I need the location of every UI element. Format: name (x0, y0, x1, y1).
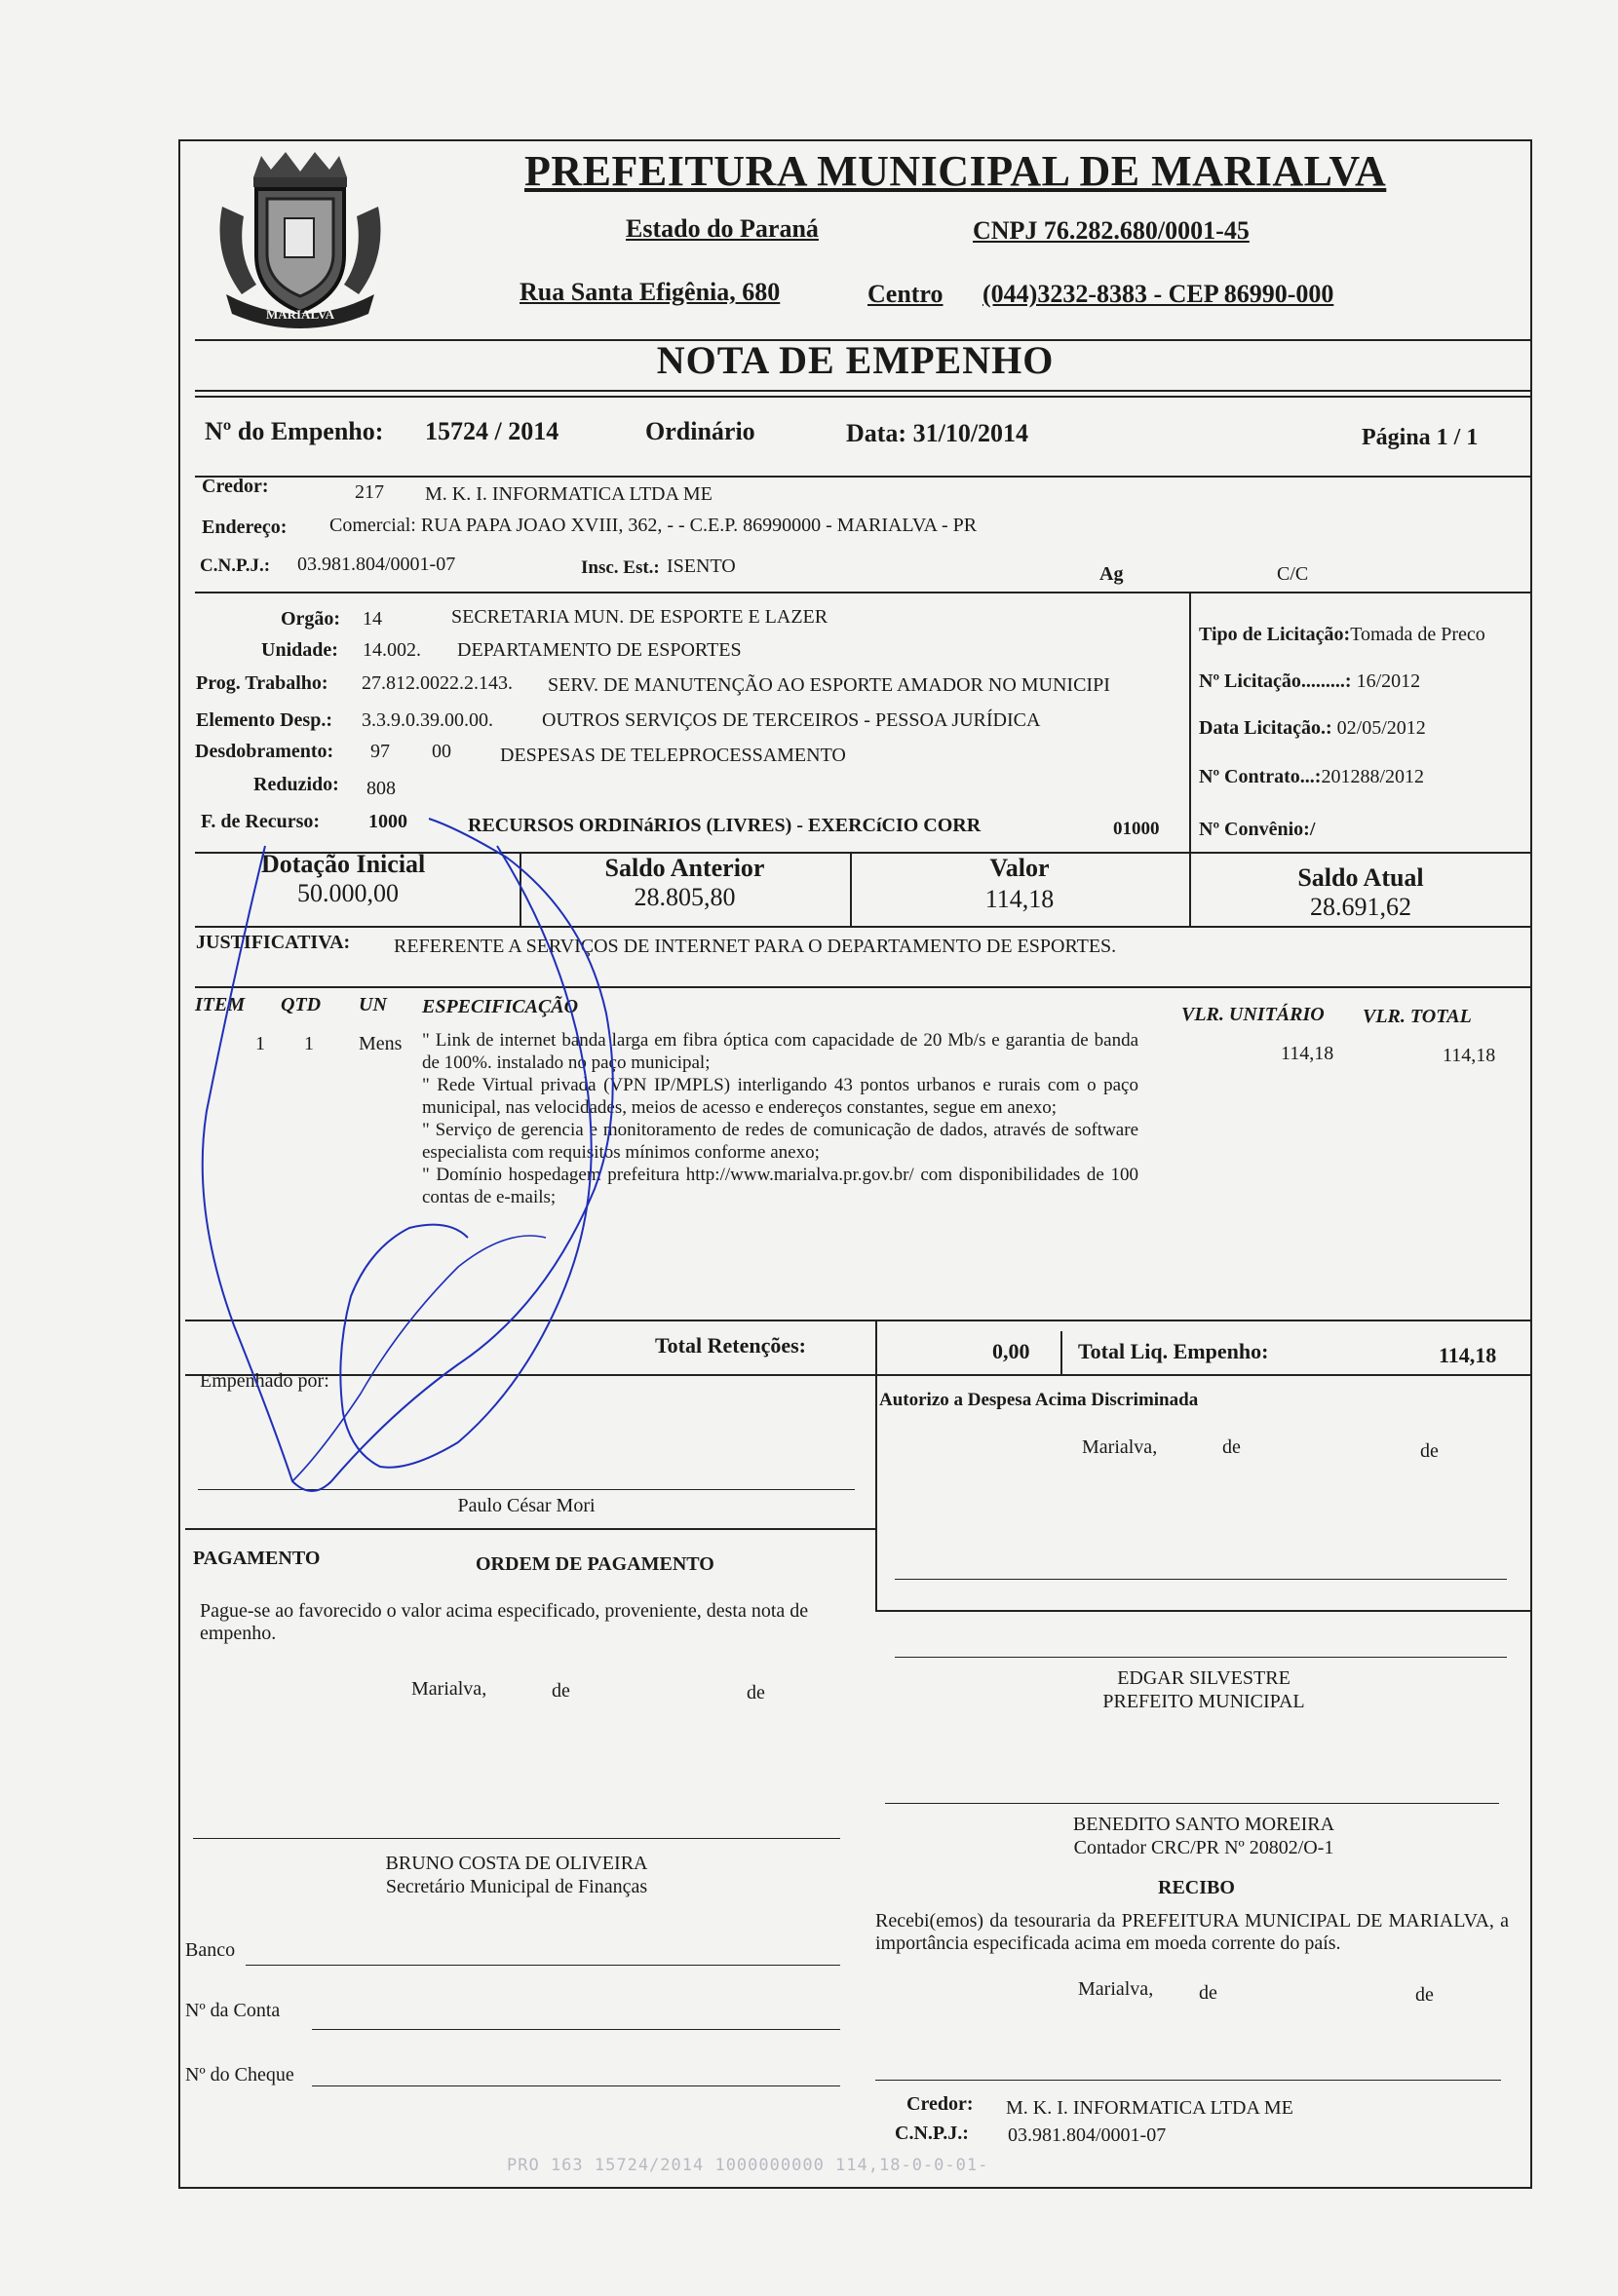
secretario-role: Secretário Municipal de Finanças (385, 1876, 648, 1897)
divider (875, 1320, 877, 1612)
account-label: C/C (1277, 563, 1309, 585)
conta-field-line (312, 2029, 840, 2030)
prog-code: 27.812.0022.2.143. (362, 672, 513, 694)
licitacao-tipo: Tipo de Licitação:Tomada de Preco (1199, 624, 1485, 645)
creditor-name: M. K. I. INFORMATICA LTDA ME (425, 483, 713, 505)
empenho-date: Data: 31/10/2014 (846, 419, 1029, 447)
spec-line: " Serviço de gerencia e monitoramento de redes de comunicação de dados, através de software especialista com requisitos mínimos conforme anexo; (422, 1120, 1138, 1163)
footer-cnpj-value: 03.981.804/0001-07 (1008, 2124, 1167, 2146)
banco-label: Banco (185, 1939, 236, 1961)
unidade-label: Unidade: (261, 639, 338, 661)
dotacao-value: 50.000,00 (297, 879, 399, 907)
licitacao-numero-value: 16/2012 (1351, 670, 1421, 692)
contrato-value: 201288/2012 (1321, 766, 1425, 787)
contador-role: Contador CRC/PR Nº 20802/O-1 (1073, 1837, 1334, 1858)
recibo-city: Marialva, (1078, 1978, 1154, 2000)
contador-signature (875, 1813, 1532, 1859)
elemento-code: 3.3.9.0.39.00.00. (362, 709, 493, 731)
signature-line (193, 1838, 840, 1839)
col-qtd: QTD (281, 994, 322, 1015)
footer-cnpj-label: C.N.P.J.: (895, 2123, 969, 2144)
prog-name: SERV. DE MANUTENÇÃO AO ESPORTE AMADOR NO MUNICIPI (548, 674, 1110, 696)
pagamento-de-1: de (552, 1680, 570, 1702)
reduzido-value: 808 (366, 778, 396, 799)
autorizo-de-1: de (1222, 1436, 1241, 1458)
autorizo-city: Marialva, (1082, 1436, 1158, 1458)
divider (195, 926, 1532, 928)
divider (185, 1320, 1532, 1321)
col-vlr-total: VLR. TOTAL (1363, 1006, 1472, 1027)
creditor-cnpj: 03.981.804/0001-07 (297, 554, 456, 575)
divider (195, 476, 1532, 478)
footer-credor-label: Credor: (906, 2093, 974, 2115)
prefeito-role: PREFEITO MUNICIPAL (1102, 1691, 1305, 1712)
state-name: Estado do Paraná (626, 214, 819, 243)
insc-value: ISENTO (667, 555, 736, 577)
protocol-stamp: PRO 163 15724/2014 1000000000 114,18-0-0-01- (507, 2156, 989, 2175)
pagamento-de-2: de (747, 1682, 765, 1703)
total-liquido-label: Total Liq. Empenho: (1078, 1339, 1269, 1363)
saldo-anterior-value: 28.805,80 (634, 883, 736, 911)
col-especificacao: ESPECIFICAÇÃO (422, 996, 579, 1017)
prog-label: Prog. Trabalho: (196, 672, 328, 694)
desdobramento-code-a: 97 (370, 741, 390, 762)
municipality-cnpj: CNPJ 76.282.680/0001-45 (973, 216, 1250, 245)
creditor-address: Comercial: RUA PAPA JOAO XVIII, 362, - - C.E.P. 86990000 - MARIALVA - PR (329, 515, 978, 536)
item-qtd: 1 (304, 1033, 314, 1054)
item-vlr-unitario: 114,18 (1281, 1043, 1334, 1064)
licitacao-data (1199, 717, 1426, 740)
recurso-code: 1000 (368, 811, 407, 832)
document-title: NOTA DE EMPENHO (656, 338, 1055, 382)
unidade-name: DEPARTAMENTO DE ESPORTES (457, 639, 742, 661)
recurso-name: RECURSOS ORDINáRIOS (LIVRES) - EXERCíCIO CORR (468, 815, 982, 836)
desdobramento-code-b: 00 (432, 741, 451, 762)
ordem-pagamento-title: ORDEM DE PAGAMENTO (476, 1553, 714, 1575)
signature-line (198, 1489, 855, 1490)
saldo-atual-label: Saldo Atual (1297, 863, 1424, 892)
justificativa-text: REFERENTE A SERVIÇOS DE INTERNET PARA O DEPARTAMENTO DE ESPORTES. (394, 936, 1117, 957)
item-vlr-total: 114,18 (1443, 1045, 1496, 1066)
col-vlr-unitario: VLR. UNITÁRIO (1181, 1004, 1325, 1025)
empenho-number: 15724 / 2014 (425, 417, 559, 445)
empenho-label: Nº do Empenho: (205, 417, 384, 445)
insc-label: Insc. Est.: (581, 557, 660, 578)
divider (195, 396, 1532, 398)
licitacao-numero-label: Nº Licitação.........: (1199, 670, 1352, 692)
pagamento-city: Marialva, (411, 1678, 487, 1700)
signature-line (875, 2080, 1501, 2081)
recibo-text: Recebi(emos) da tesouraria da PREFEITURA MUNICIPAL DE MARIALVA, a importância especificada acima em moeda corrente do país. (875, 1910, 1509, 1954)
elemento-name: OUTROS SERVIÇOS DE TERCEIROS - PESSOA JURÍDICA (542, 709, 1041, 731)
signature-line (895, 1579, 1507, 1580)
orgao-label: Orgão: (281, 608, 341, 630)
pagamento-text: Pague-se ao favorecido o valor acima especificado, proveniente, desta nota de empenho. (200, 1600, 809, 1644)
divider (195, 592, 1532, 593)
licitacao-data-label: Data Licitação.: (1199, 717, 1332, 739)
secretario-name: BRUNO COSTA DE OLIVEIRA (385, 1853, 648, 1874)
autorizo-label: Autorizo a Despesa Acima Discriminada (879, 1390, 1199, 1410)
divider (185, 1374, 1532, 1376)
cheque-label: Nº do Cheque (185, 2064, 294, 2086)
col-item: ITEM (195, 994, 246, 1015)
valor-label: Valor (989, 854, 1050, 882)
dotacao-label: Dotação Inicial (261, 850, 426, 878)
contrato (1199, 766, 1424, 788)
prefeito-signature (875, 1666, 1532, 1713)
district: Centro (867, 280, 944, 308)
elemento-label: Elemento Desp.: (196, 709, 332, 731)
saldo-anterior-label: Saldo Anterior (604, 854, 765, 882)
divider (195, 390, 1532, 392)
municipality-title: PREFEITURA MUNICIPAL DE MARIALVA (524, 147, 1387, 195)
divider (185, 1528, 875, 1530)
pagamento-label: PAGAMENTO (193, 1548, 321, 1569)
recibo-de-1: de (1199, 1982, 1217, 2004)
item-number: 1 (255, 1033, 265, 1054)
municipal-crest-icon (203, 148, 398, 339)
page-number: Página 1 / 1 (1362, 425, 1479, 450)
total-liquido-value: 114,18 (1439, 1343, 1497, 1367)
address-label: Endereço: (202, 517, 288, 538)
empenhado-por-label: Empenhado por: (200, 1370, 329, 1392)
item-especificacao (422, 1029, 1138, 1208)
spec-line: " Link de internet banda larga em fibra óptica com capacidade de 20 Mb/s e garantia de banda de 100%. instalado no paço municipal; (422, 1030, 1138, 1073)
desdobramento-label: Desdobramento: (195, 741, 334, 762)
contador-name: BENEDITO SANTO MOREIRA (1072, 1814, 1335, 1835)
saldo-atual-value: 28.691,62 (1310, 893, 1411, 921)
conta-label: Nº da Conta (185, 2000, 281, 2021)
contrato-label: Nº Contrato...: (1199, 766, 1322, 787)
autorizo-de-2: de (1420, 1440, 1439, 1462)
crest-text: MARIALVA (265, 307, 335, 322)
spec-line: " Rede Virtual privada (VPN IP/MPLS) interligando 43 pontos urbanos e rurais com o paço municipal, nas velocidades, meios de acesso e endereços constantes, segue em anexo; (422, 1075, 1138, 1118)
creditor-code: 217 (355, 481, 384, 503)
phone-cep: (044)3232-8383 - CEP 86990-000 (982, 280, 1334, 308)
justificativa-label: JUSTIFICATIVA: (196, 932, 351, 953)
recurso-code-2: 01000 (1113, 819, 1160, 839)
empenho-type: Ordinário (645, 417, 755, 445)
col-un: UN (359, 994, 387, 1015)
reduzido-label: Reduzido: (253, 774, 339, 795)
desdobramento-name: DESPESAS DE TELEPROCESSAMENTO (500, 745, 846, 766)
retencoes-value: 0,00 (992, 1339, 1030, 1363)
banco-field-line (246, 1965, 840, 1966)
recibo-title: RECIBO (1158, 1877, 1235, 1898)
prefeito-name: EDGAR SILVESTRE (1117, 1667, 1291, 1689)
orgao-name: SECRETARIA MUN. DE ESPORTE E LAZER (451, 606, 828, 628)
divider (1060, 1331, 1062, 1374)
divider (195, 986, 1532, 988)
divider (875, 1610, 1532, 1612)
empenhado-por-name: Paulo César Mori (457, 1495, 596, 1516)
retencoes-label: Total Retenções: (655, 1333, 806, 1358)
creditor-label: Credor: (202, 476, 269, 497)
street-address: Rua Santa Efigênia, 680 (520, 278, 781, 306)
licitacao-numero (1199, 670, 1420, 693)
creditor-cnpj-label: C.N.P.J.: (200, 555, 271, 576)
orgao-code: 14 (363, 608, 382, 630)
secretario-signature (193, 1852, 840, 1898)
footer-credor-name: M. K. I. INFORMATICA LTDA ME (1006, 2097, 1293, 2119)
divider (1189, 592, 1191, 852)
agency-label: Ag (1099, 563, 1124, 585)
convenio: Nº Convênio:/ (1199, 819, 1316, 840)
spec-line: " Domínio hospedagem prefeitura http://www.marialva.pr.gov.br/ com disponibilidades de 100 contas de e-mails; (422, 1165, 1138, 1207)
item-un: Mens (359, 1033, 403, 1054)
licitacao-data-value: 02/05/2012 (1331, 717, 1426, 739)
signature-line (885, 1803, 1499, 1804)
recibo-de-2: de (1415, 1984, 1434, 2006)
recurso-label: F. de Recurso: (201, 811, 321, 832)
valor-value: 114,18 (984, 885, 1055, 913)
unidade-code: 14.002. (363, 639, 421, 661)
signature-line (895, 1657, 1507, 1658)
